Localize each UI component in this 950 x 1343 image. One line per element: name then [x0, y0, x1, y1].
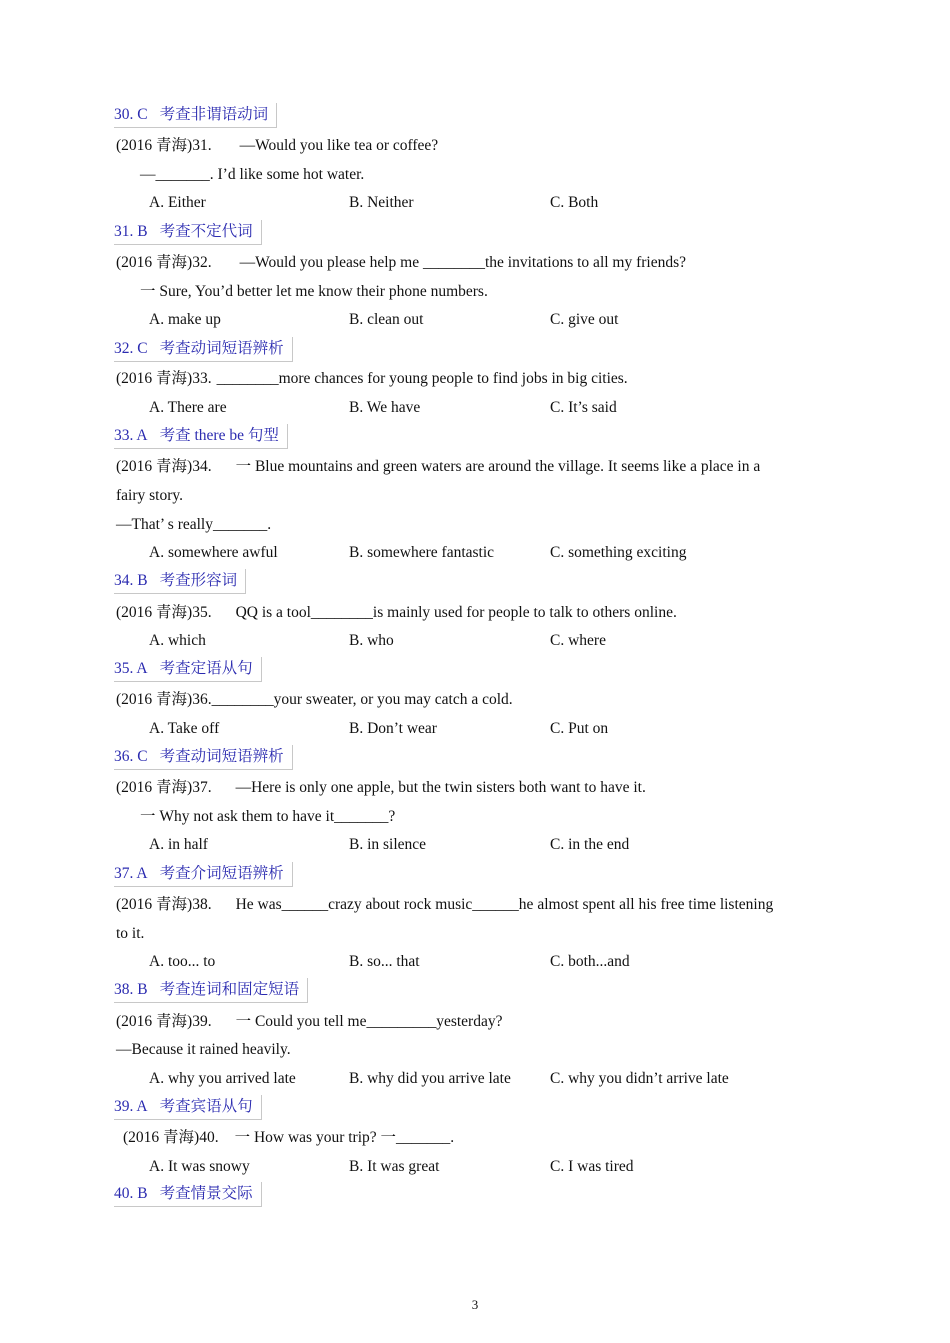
answer-key-32: 32. C 考查动词短语辨析 [114, 337, 293, 362]
question-39-reply: —Because it rained heavily. [116, 1041, 291, 1058]
answer-key-31: 31. B 考查不定代词 [114, 220, 262, 245]
question-37-reply: 一 Why not ask them to have it_______? [140, 808, 396, 825]
question-31-stem: (2016 青海)31. —Would you like tea or coffee? [116, 137, 439, 154]
question-34-stem: (2016 青海)34. 一 Blue mountains and green waters are around the village. It seems like a place in a [116, 458, 761, 475]
answer-key-34: 34. B 考查形容词 [114, 569, 246, 594]
question-39-stem: (2016 青海)39. 一 Could you tell me_________yesterday? [116, 1013, 503, 1030]
question-31-option-b: B. Neither [349, 194, 414, 211]
question-40-option-c: C. I was tired [550, 1158, 634, 1175]
question-38-stem: (2016 青海)38. He was______crazy about rock music______he almost spent all his free time listening [116, 896, 774, 913]
question-40-option-a: A. It was snowy [149, 1158, 250, 1175]
answer-key-35: 35. A 考查定语从句 [114, 657, 262, 682]
question-38-option-c: C. both...and [550, 953, 630, 970]
question-37-option-c: C. in the end [550, 836, 630, 853]
question-33-option-b: B. We have [349, 399, 421, 416]
question-31-option-a: A. Either [149, 194, 206, 211]
question-32-option-c: C. give out [550, 311, 619, 328]
answer-key-38: 38. B 考查连词和固定短语 [114, 978, 308, 1003]
question-33-option-a: A. There are [149, 399, 227, 416]
question-34-option-c: C. something exciting [550, 544, 687, 561]
question-36-option-c: C. Put on [550, 720, 609, 737]
answer-key-37: 37. A 考查介词短语辨析 [114, 862, 293, 887]
question-40-option-b: B. It was great [349, 1158, 440, 1175]
question-32-option-b: B. clean out [349, 311, 424, 328]
answer-key-39: 39. A 考查宾语从句 [114, 1095, 262, 1120]
question-32-stem: (2016 青海)32. —Would you please help me ________the invitations to all my friends? [116, 254, 687, 271]
question-34-option-a: A. somewhere awful [149, 544, 278, 561]
question-34-stem-continued: fairy story. [116, 487, 184, 504]
question-40-stem: (2016 青海)40. 一 How was your trip? 一_______. [123, 1129, 455, 1146]
question-35-option-c: C. where [550, 632, 606, 649]
page-number: 3 [471, 1297, 479, 1312]
answer-key-33: 33. A 考查 there be 句型 [114, 424, 288, 449]
question-36-stem: (2016 青海)36.________your sweater, or you may catch a cold. [116, 691, 513, 708]
question-35-option-b: B. who [349, 632, 394, 649]
question-32-reply: 一 Sure, You’d better let me know their phone numbers. [140, 283, 488, 300]
question-35-stem: (2016 青海)35. QQ is a tool________is mainly used for people to talk to others online. [116, 604, 677, 621]
question-38-option-b: B. so... that [349, 953, 420, 970]
question-33-option-c: C. It’s said [550, 399, 617, 416]
question-37-stem: (2016 青海)37. —Here is only one apple, but the twin sisters both want to have it. [116, 779, 646, 796]
question-37-option-b: B. in silence [349, 836, 427, 853]
question-38-option-a: A. too... to [149, 953, 216, 970]
answer-key-40: 40. B 考查情景交际 [114, 1182, 262, 1207]
question-36-option-a: A. Take off [149, 720, 220, 737]
question-34-option-b: B. somewhere fantastic [349, 544, 495, 561]
question-34-reply: —That’ s really_______. [116, 516, 272, 533]
answer-key-36: 36. C 考查动词短语辨析 [114, 745, 293, 770]
question-37-option-a: A. in half [149, 836, 208, 853]
question-31-reply: —_______. I’d like some hot water. [140, 166, 365, 183]
question-31-option-c: C. Both [550, 194, 599, 211]
question-38-stem-continued: to it. [116, 925, 145, 942]
question-39-option-b: B. why did you arrive late [349, 1070, 511, 1087]
question-33-stem: (2016 青海)33. ________more chances for young people to find jobs in big cities. [116, 370, 628, 387]
question-35-option-a: A. which [149, 632, 206, 649]
question-39-option-c: C. why you didn’t arrive late [550, 1070, 729, 1087]
question-32-option-a: A. make up [149, 311, 221, 328]
question-39-option-a: A. why you arrived late [149, 1070, 296, 1087]
question-36-option-b: B. Don’t wear [349, 720, 437, 737]
answer-key-30: 30. C 考查非谓语动词 [114, 103, 277, 128]
